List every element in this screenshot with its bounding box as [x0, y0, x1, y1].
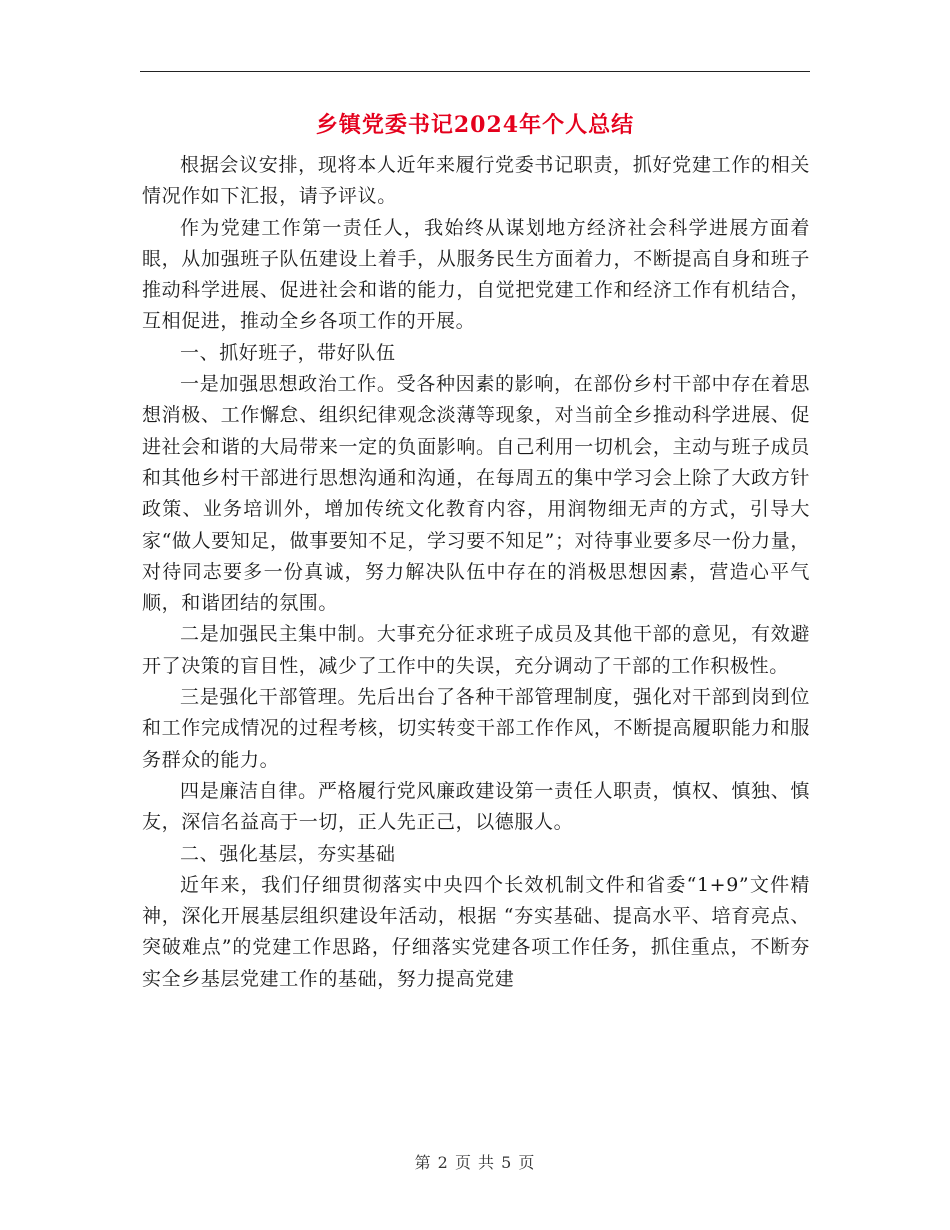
- document-title: 乡镇党委书记2024年个人总结: [315, 112, 635, 138]
- header-rule: [140, 71, 810, 72]
- paragraph: 根据会议安排，现将本人近年来履行党委书记职责，抓好党建工作的相关情况作如下汇报，请予评议。: [142, 154, 810, 208]
- paragraph: 四是廉洁自律。严格履行党风廉政建设第一责任人职责，慎权、慎独、慎友，深信名益高于一切，正人先正己，以德服人。: [142, 779, 810, 834]
- section-heading: 一、抓好班子，带好队伍: [180, 341, 396, 364]
- page-footer: 第 2 页 共 5 页: [414, 1153, 536, 1172]
- document-body: [142, 150, 810, 995]
- paragraph: 近年来，我们仔细贯彻落实中央四个长效机制文件和省委“1+9”文件精神，深化开展基层组织建设年活动，根据 “夯实基础、提高水平、培育亮点、突破难点”的党建工作思路，仔细落实党建各项工作任务，抓住重点，不断夯实全乡基层党建工作的基础，努力提高党建: [142, 873, 810, 990]
- paragraph: 作为党建工作第一责任人，我始终从谋划地方经济社会科学进展方面着眼，从加强班子队伍建设上着手，从服务民生方面着力，不断提高自身和班子推动科学进展、促进社会和谐的能力，自觉把党建工作和经济工作有机结合，互相促进，推动全乡各项工作的开展。: [142, 216, 810, 333]
- paragraph: 三是强化干部管理。先后出台了各种干部管理制度，强化对干部到岗到位和工作完成情况的过程考核，切实转变干部工作作风，不断提高履职能力和服务群众的能力。: [142, 686, 810, 771]
- section-heading: 二、强化基层，夯实基础: [180, 842, 396, 865]
- paragraph: 二是加强民主集中制。大事充分征求班子成员及其他干部的意见，有效避开了决策的盲目性，减少了工作中的失误，充分调动了干部的工作积极性。: [142, 623, 810, 677]
- paragraph: 一是加强思想政治工作。受各种因素的影响，在部份乡村干部中存在着思想消极、工作懈怠、组织纪律观念淡薄等现象，对当前全乡推动科学进展、促进社会和谐的大局带来一定的负面影响。自己利用一切机会，主动与班子成员和其他乡村干部进行思想沟通和沟通，在每周五的集中学习会上除了大政方针政策、业务培训外，增加传统文化教育内容，用润物细无声的方式，引导大家“做人要知足，做事要知不足，学习要不知足”；对待事业要多尽一份力量，对待同志要多一份真诚，努力解决队伍中存在的消极思想因素，营造心平气顺，和谐团结的氛围。: [142, 373, 810, 615]
